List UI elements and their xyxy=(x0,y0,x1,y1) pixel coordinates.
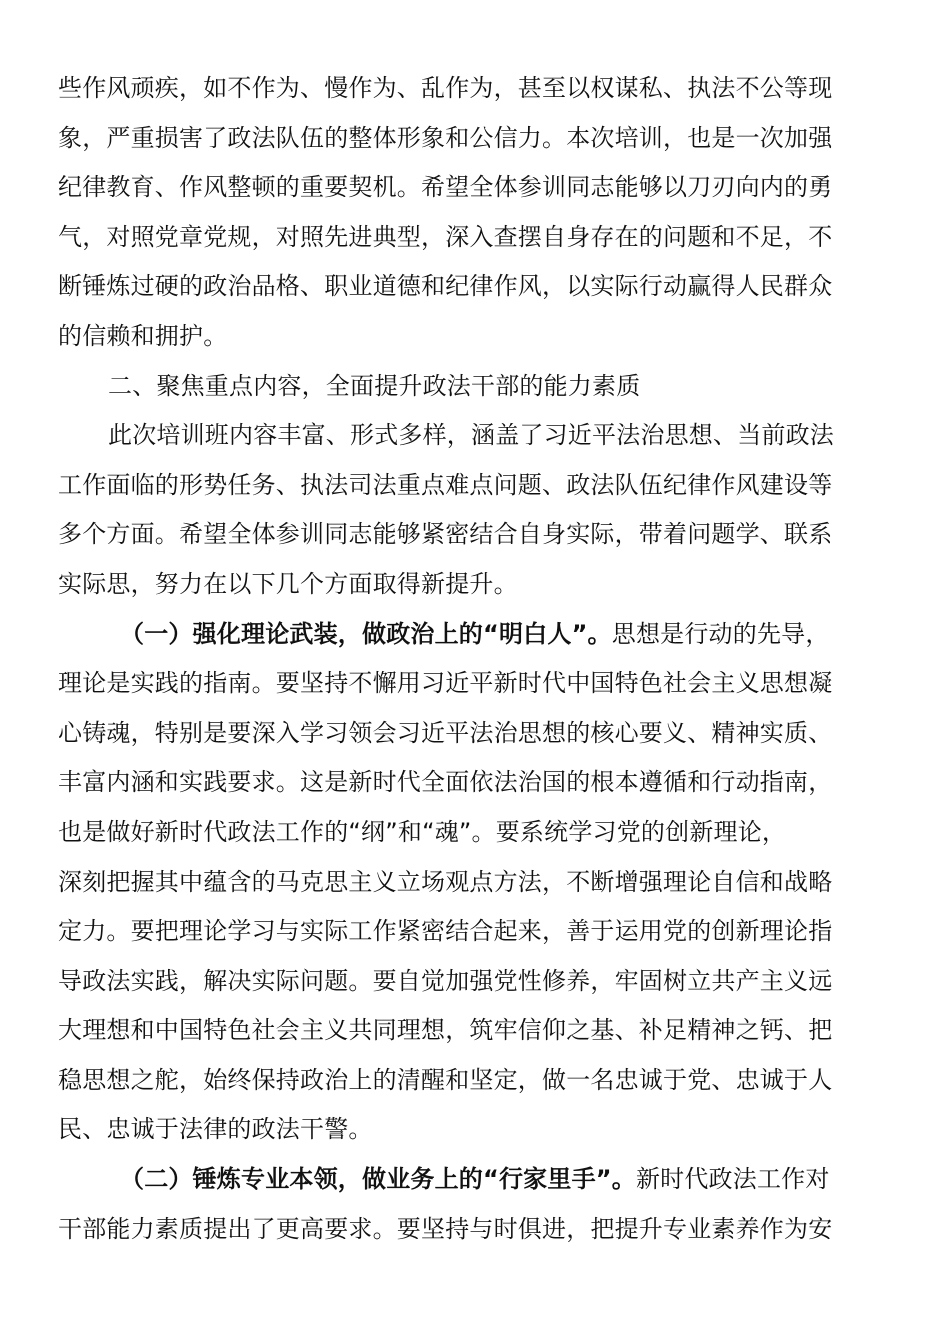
subsection-1-first-line xyxy=(58,610,878,660)
body-text-line: 民、忠诚于法律的政法干警。 xyxy=(58,1115,373,1144)
document-page xyxy=(58,64,878,1254)
body-text-line: 气，对照党章党规，对照先进典型，深入查摆自身存在的问题和不足，不 xyxy=(58,222,833,251)
body-text-line: 象，严重损害了政法队伍的整体形象和公信力。本次培训，也是一次加强 xyxy=(58,123,833,152)
body-text-line: 导政法实践，解决实际问题。要自觉加强党性修养，牢固树立共产主义远 xyxy=(58,966,833,995)
body-text-line: 丰富内涵和实践要求。这是新时代全面依法治国的根本遵循和行动指南， xyxy=(58,768,833,797)
body-text-line: 稳思想之舵，始终保持政治上的清醒和坚定，做一名忠诚于党、忠诚于人 xyxy=(58,1065,833,1094)
body-text-line: 大理想和中国特色社会主义共同理想，筑牢信仰之基、补足精神之钙、把 xyxy=(58,1016,833,1045)
body-text-line: 深刻把握其中蕴含的马克思主义立场观点方法，不断增强理论自信和战略 xyxy=(58,867,833,896)
body-text-line: 此次培训班内容丰富、形式多样，涵盖了习近平法治思想、当前政法 xyxy=(108,421,834,450)
subsection-2-heading: （二）锤炼专业本领，做业务上的“行家里手”。 xyxy=(120,1165,636,1194)
subsection-2-text: 新时代政法工作对 xyxy=(635,1165,830,1194)
section-heading: 二、聚焦重点内容，全面提升政法干部的能力素质 xyxy=(108,371,641,400)
body-text-line: 理论是实践的指南。要坚持不懈用习近平新时代中国特色社会主义思想凝 xyxy=(58,669,833,698)
body-text-line: 也是做好新时代政法工作的“纲”和“魂”。要系统学习党的创新理论， xyxy=(58,817,787,846)
subsection-1-heading: （一）强化理论武装，做政治上的“明白人”。 xyxy=(120,619,612,648)
body-text-line: 些作风顽疾，如不作为、慢作为、乱作为，甚至以权谋私、执法不公等现 xyxy=(58,74,833,102)
body-text-line: 断锤炼过硬的政治品格、职业道德和纪律作风，以实际行动赢得人民群众 xyxy=(58,272,833,301)
body-text-line: 心铸魂，特别是要深入学习领会习近平法治思想的核心要义、精神实质、 xyxy=(58,718,833,747)
body-text-line: 的信赖和拥护。 xyxy=(58,321,228,350)
body-text-line: 干部能力素质提出了更高要求。要坚持与时俱进，把提升专业素养作为安 xyxy=(58,1214,833,1243)
body-text-line: 纪律教育、作风整顿的重要契机。希望全体参训同志能够以刀刃向内的勇 xyxy=(58,173,833,202)
body-text-line: 多个方面。希望全体参训同志能够紧密结合自身实际，带着问题学、联系 xyxy=(58,520,833,549)
subsection-1-text: 思想是行动的先导， xyxy=(611,619,830,648)
body-text-line: 工作面临的形势任务、执法司法重点难点问题、政法队伍纪律作风建设等 xyxy=(58,470,833,499)
subsection-2-first-line xyxy=(58,1155,878,1205)
body-text-line: 定力。要把理论学习与实际工作紧密结合起来，善于运用党的创新理论指 xyxy=(58,917,833,946)
body-text-line: 实际思，努力在以下几个方面取得新提升。 xyxy=(58,569,518,598)
